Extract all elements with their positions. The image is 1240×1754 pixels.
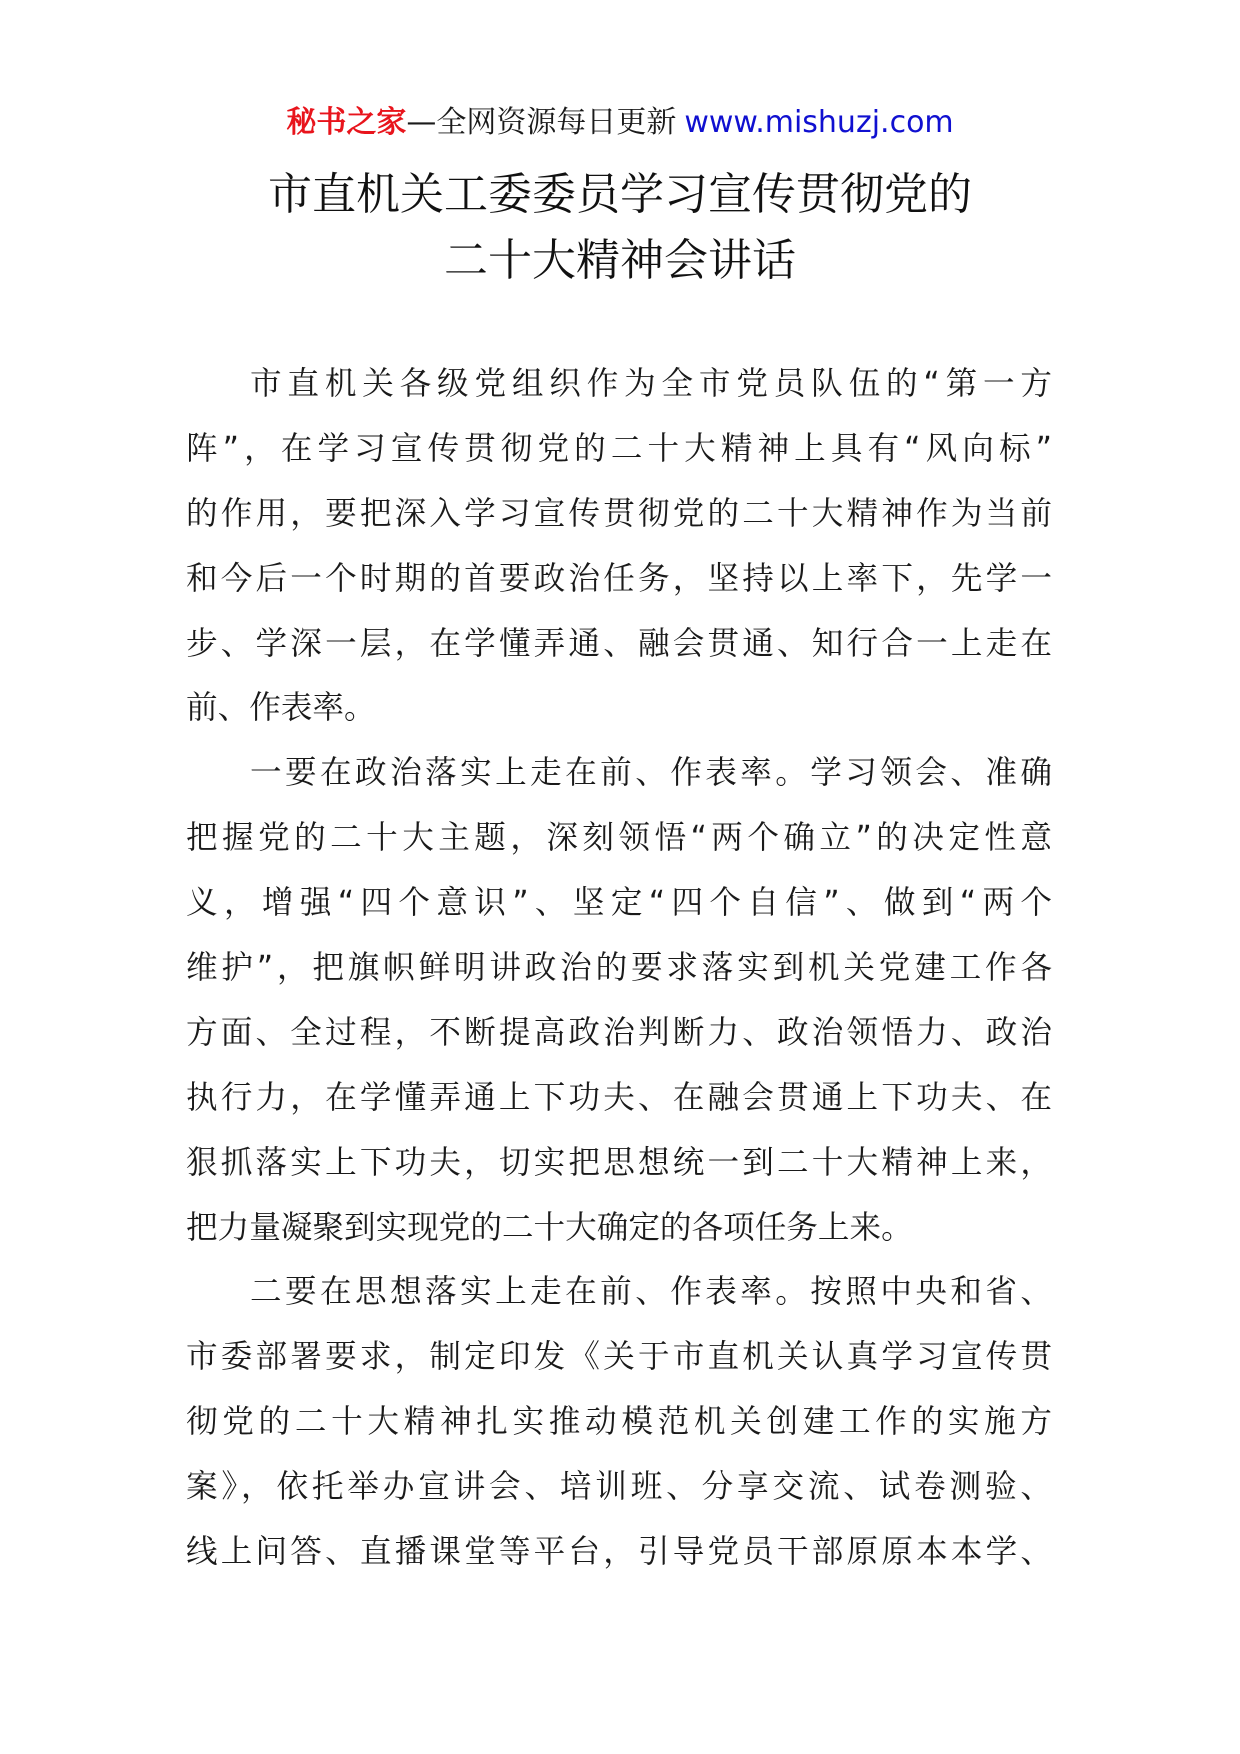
paragraph-line: 狠抓落实上下功夫，切实把思想统一到二十大精神上来， [186, 1144, 1052, 1181]
brand-name: 秘书之家 [286, 105, 407, 140]
title-line-2: 二十大精神会讲话 [444, 235, 796, 286]
paragraph-line: 市直机关各级党组织作为全市党员队伍的“第一方 [250, 366, 1052, 402]
paragraph-line: 把力量凝聚到实现党的二十大确定的各项任务上来。 [186, 1209, 913, 1246]
document-title [0, 162, 1240, 294]
paragraph-line: 的作用，要把深入学习宣传贯彻党的二十大精神作为当前 [186, 495, 1052, 532]
paragraph-line: 线上问答、直播课堂等平台，引导党员干部原原本本学、 [186, 1534, 1052, 1571]
paragraph-line: 义，增强“四个意识”、坚定“四个自信”、做到“两个 [186, 885, 1052, 922]
paragraph-line: 前、作表率。 [186, 690, 376, 727]
paragraph-line: 执行力，在学懂弄通上下功夫、在融会贯通上下功夫、在 [186, 1079, 1052, 1116]
paragraph-line: 维护”，把旗帜鲜明讲政治的要求落实到机关党建工作各 [186, 950, 1052, 987]
header-tagline: —全网资源每日更新 [406, 105, 677, 140]
title-line-1: 市直机关工委委员学习宣传贯彻党的 [268, 169, 972, 220]
paragraph-line: 方面、全过程，不断提高政治判断力、政治领悟力、政治 [186, 1014, 1052, 1051]
paragraph-line: 阵”，在学习宣传贯彻党的二十大精神上具有“风向标” [186, 430, 1052, 467]
body-paragraph [186, 741, 1052, 1260]
document-body [186, 352, 1052, 1585]
site-url-link[interactable]: www.mishuzj.com [684, 105, 954, 140]
paragraph-line: 彻党的二十大精神扎实推动模范机关创建工作的实施方 [186, 1404, 1052, 1441]
body-paragraph [186, 1260, 1052, 1584]
watermark-header [0, 100, 1240, 146]
paragraph-line: 二要在思想落实上走在前、作表率。按照中央和省、 [250, 1274, 1052, 1311]
paragraph-line: 步、学深一层，在学懂弄通、融会贯通、知行合一上走在 [186, 625, 1052, 662]
paragraph-line: 案》，依托举办宣讲会、培训班、分享交流、试卷测验、 [186, 1469, 1052, 1506]
body-paragraph [186, 352, 1052, 741]
paragraph-line: 把握党的二十大主题，深刻领悟“两个确立”的决定性意 [186, 820, 1052, 857]
paragraph-line: 一要在政治落实上走在前、作表率。学习领会、准确 [250, 755, 1052, 792]
paragraph-line: 市委部署要求，制定印发《关于市直机关认真学习宣传贯 [186, 1339, 1052, 1376]
paragraph-line: 和今后一个时期的首要政治任务，坚持以上率下，先学一 [186, 560, 1052, 597]
